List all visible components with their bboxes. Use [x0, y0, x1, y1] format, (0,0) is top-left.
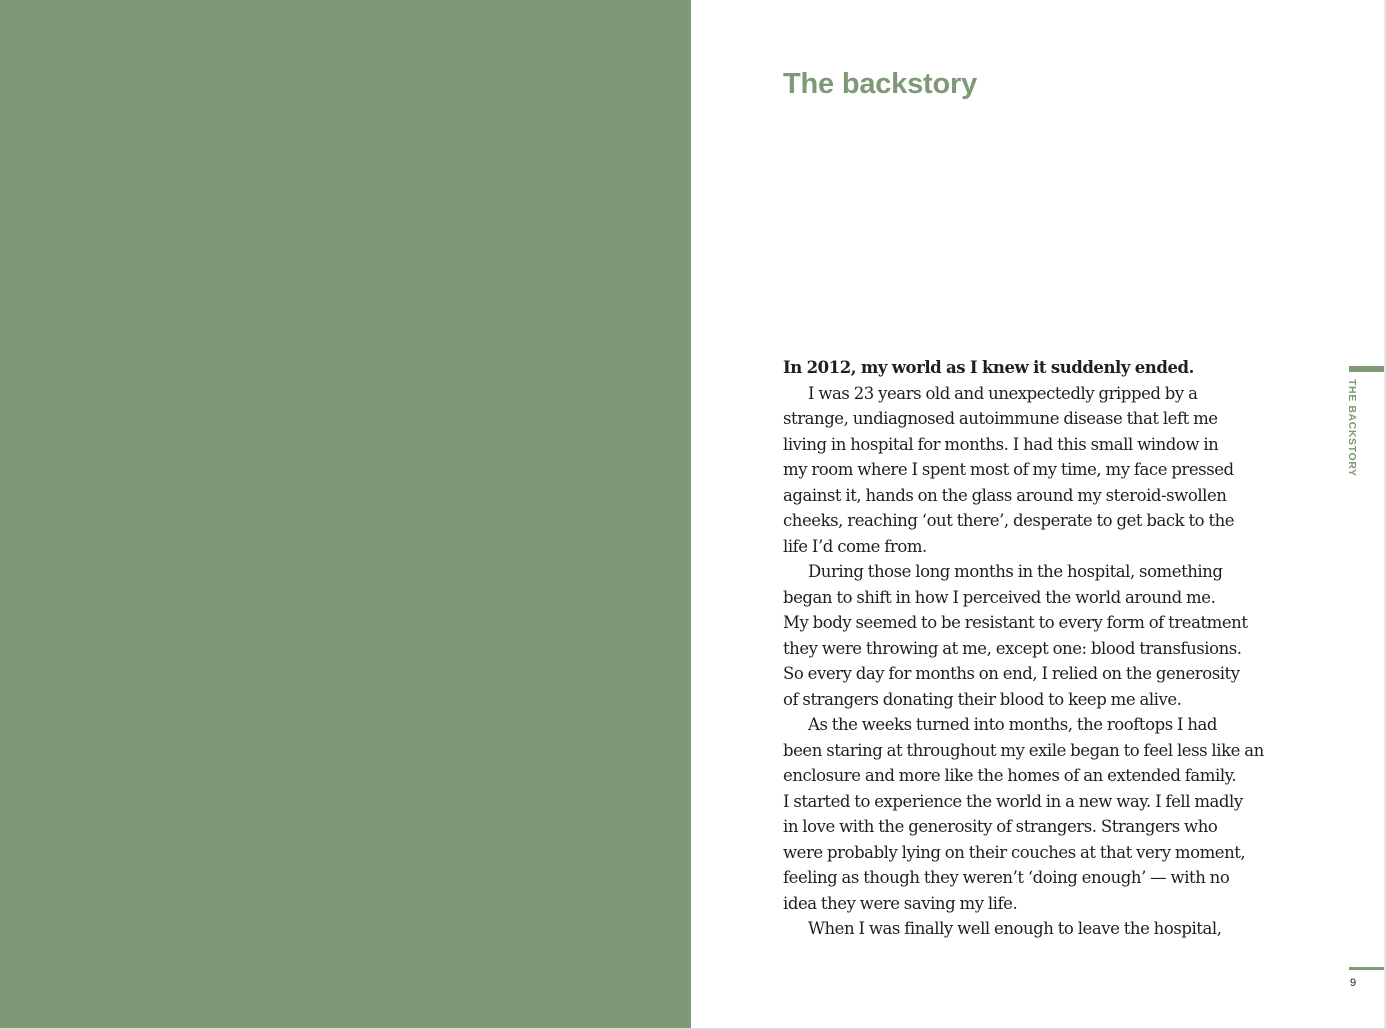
- text-line: they were throwing at me, except one: blood transfusions.: [783, 638, 1242, 658]
- text-line: of strangers donating their blood to keep me alive.: [783, 689, 1182, 709]
- text-line: feeling as though they weren’t ‘doing enough’ — with no: [783, 868, 1230, 887]
- text-line: strange, undiagnosed autoimmune disease that left me: [783, 409, 1218, 428]
- text-line: I was 23 years old and unexpectedly gripped by a: [808, 383, 1198, 403]
- page-number-rule: [1349, 967, 1384, 970]
- right-page: [691, 0, 1386, 1030]
- chapter-heading: The backstory: [783, 68, 978, 100]
- text-line: I started to experience the world in a new way. I fell madly: [783, 791, 1243, 811]
- text-line: began to shift in how I perceived the world around me.: [783, 587, 1216, 607]
- body-text: [783, 355, 1283, 942]
- text-line: life I’d come from.: [783, 536, 927, 556]
- text-line: my room where I spent most of my time, my face pressed: [783, 460, 1234, 479]
- text-line: My body seemed to be resistant to every form of treatment: [783, 613, 1248, 632]
- text-line: cheeks, reaching ‘out there’, desperate to get back to the: [783, 511, 1235, 530]
- text-line: So every day for months on end, I relied on the generosity: [783, 664, 1240, 683]
- text-line: When I was finally well enough to leave the hospital,: [808, 919, 1222, 938]
- text-line: were probably lying on their couches at that very moment,: [783, 842, 1246, 862]
- text-line: been staring at throughout my exile began to feel less like an: [783, 740, 1264, 760]
- section-tab-label: THE BACKSTORY: [1346, 379, 1358, 477]
- text-line: in love with the generosity of strangers. Strangers who: [783, 817, 1218, 836]
- text-line: against it, hands on the glass around my steroid-swollen: [783, 485, 1227, 505]
- text-line: During those long months in the hospital, something: [808, 562, 1223, 581]
- left-page-color-panel: [0, 0, 691, 1028]
- text-line: living in hospital for months. I had this small window in: [783, 434, 1219, 454]
- section-tab-rule: [1349, 366, 1384, 372]
- text-line: idea they were saving my life.: [783, 893, 1018, 913]
- page-number: 9: [1350, 977, 1357, 989]
- text-line: As the weeks turned into months, the rooftops I had: [808, 715, 1218, 734]
- lead-line: In 2012, my world as I knew it suddenly ended.: [783, 358, 1194, 377]
- text-line: enclosure and more like the homes of an extended family.: [783, 766, 1237, 785]
